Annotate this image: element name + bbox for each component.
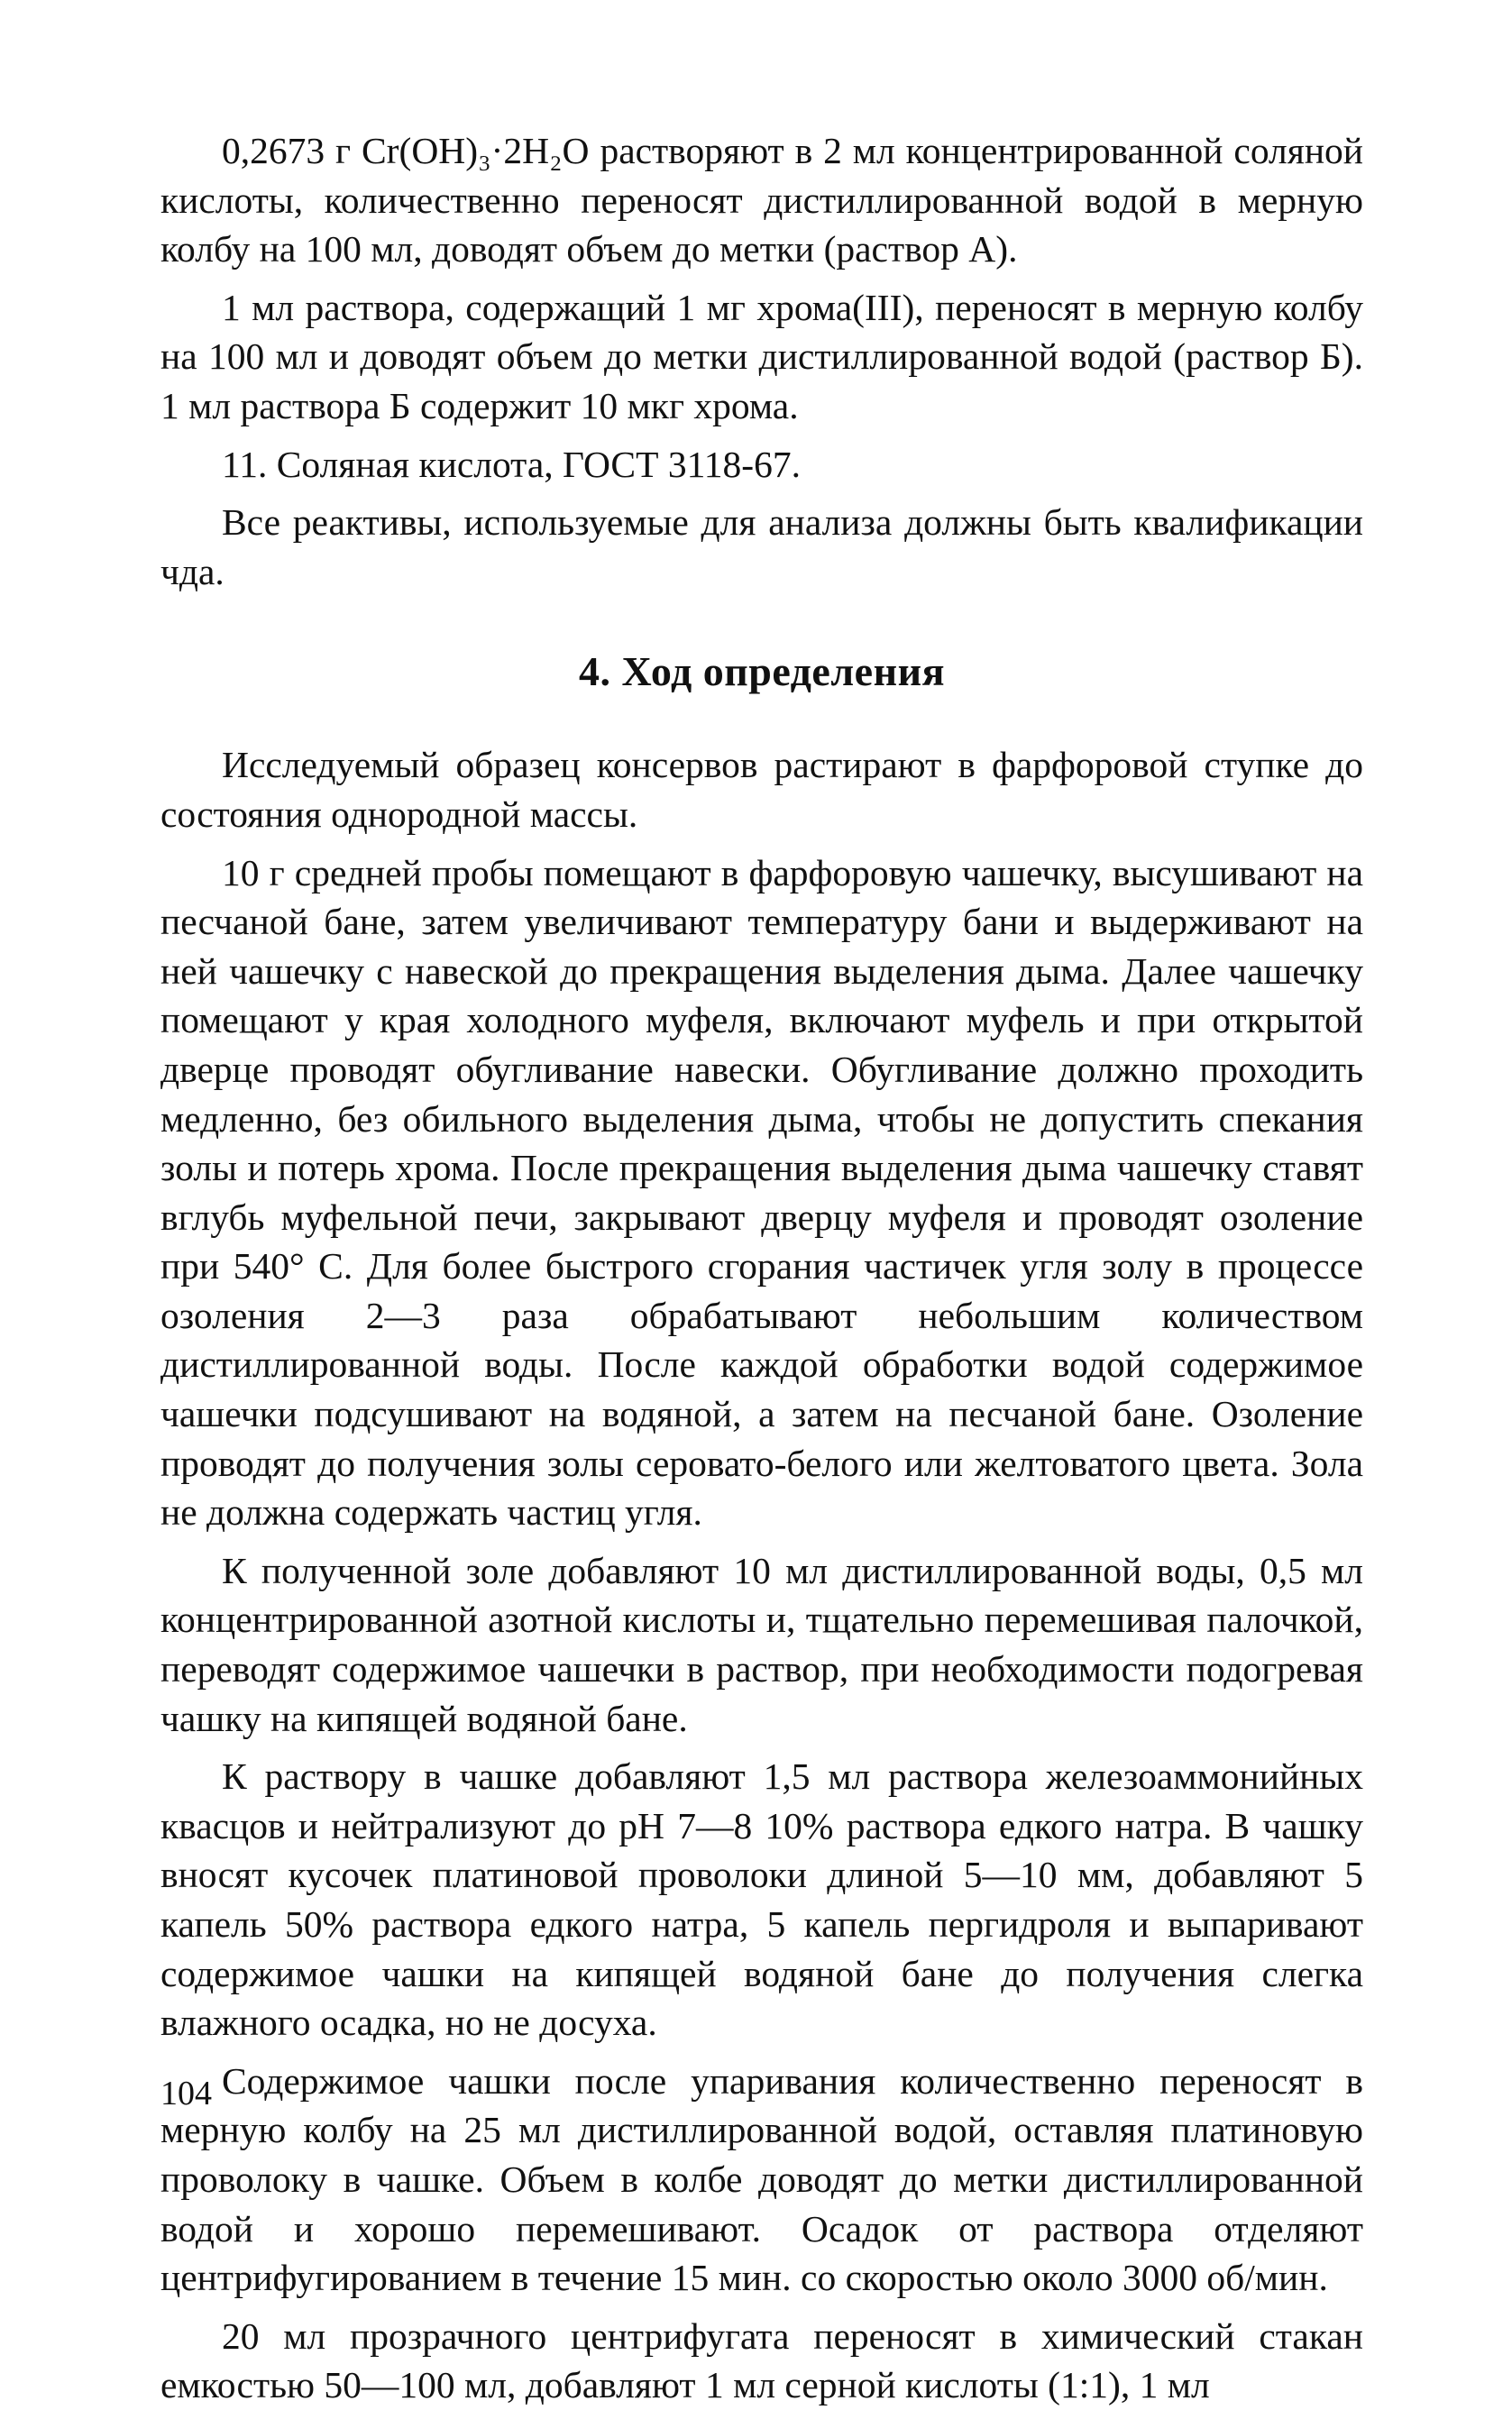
paragraph-solution-a: 0,2673 г Cr(OH)₃·2H₂O растворяют в 2 мл концентрированной соляной кислоты, количественно переносят дистиллированной водой в мерную колбу на 100 мл, доводят объем до метки (раствор А). [160, 130, 1363, 270]
paragraph-ash-dissolution: К полученной золе добавляют 10 мл дистиллированной воды, 0,5 мл концентрированной азотной кислоты и, тщательно перемешивая палочкой, переводят содержимое чашечки в раствор, при необходимости подогревая чашку на кипящей водяной бане. [160, 1549, 1363, 1739]
paragraph-solution-b: 1 мл раствора, содержащий 1 мг хрома(III), переносят в мерную колбу на 100 мл и доводят объем до метки дистиллированной водой (раствор Б). 1 мл раствора Б содержит 10 мкг хрома. [160, 286, 1363, 426]
paragraph-sample-preparation: Исследуемый образец консервов растирают в фарфоровой ступке до состояния однородной массы. [160, 744, 1363, 835]
section-title: 4. Ход определения [579, 648, 945, 695]
paragraph-reagents-grade: Все реактивы, используемые для анализа должны быть квалификации чда. [160, 501, 1363, 592]
paragraph-ashing: 10 г средней пробы помещают в фарфоровую чашечку, высушивают на песчаной бане, затем увеличивают температуру бани и выдерживают на ней чашечку с навеской до прекращения выделения дыма. Далее чашечку помещают у края холодного муфеля, включают муфель и при открытой дверце проводят обугливание навески. Обугливание должно проходить медленно, без обильного выделения дыма, чтобы не допустить спекания золы и потерь хрома. После прекращения выделения дыма чашечку ставят вглубь муфельной печи, закрывают дверцу муфеля и проводят озоление при 540° С. Для более быстрого сгорания частичек угля золу в процессе озоления 2—3 раза обрабатывают небольшим количеством дистиллированной воды. После каждой обработки водой содержимое чашечки подсушивают на водяной, а затем на песчаной бане. Озоление проводят до получения золы серовато-белого или желтоватого цвета. Зола не должна содержать частиц угля. [160, 851, 1363, 1534]
page-number: 104 [160, 2075, 212, 2112]
paragraph-neutralization: К раствору в чашке добавляют 1,5 мл раствора железоаммонийных квасцов и нейтрализуют до pH 7—8 10% раствора едкого натра. В чашку вносят кусочек платиновой проволоки длиной 5—10 мм, добавляют 5 капель 50% раствора едкого натра, 5 капель пергидроля и выпаривают содержимое чашки на кипящей водяной бане до получения слегка влажного осадка, но не досуха. [160, 1755, 1363, 2044]
paragraph-hydrochloric-acid: 11. Соляная кислота, ГОСТ 3118-67. [222, 443, 801, 485]
paragraph-centrifugate-transfer: 20 мл прозрачного центрифугата переносят в химический стакан емкостью 50—100 мл, добавляют 1 мл серной кислоты (1:1), 1 мл [160, 2314, 1363, 2406]
document-page [160, 126, 1363, 2410]
paragraph-centrifugation: Содержимое чашки после упаривания количественно переносят в мерную колбу на 25 мл дистиллированной водой, оставляя платиновую проволоку в чашке. Объем в колбе доводят до метки дистиллированной водой и хорошо перемешивают. Осадок от раствора отделяют центрифугированием в течение 15 мин. со скоростью около 3000 об/мин. [160, 2059, 1363, 2299]
